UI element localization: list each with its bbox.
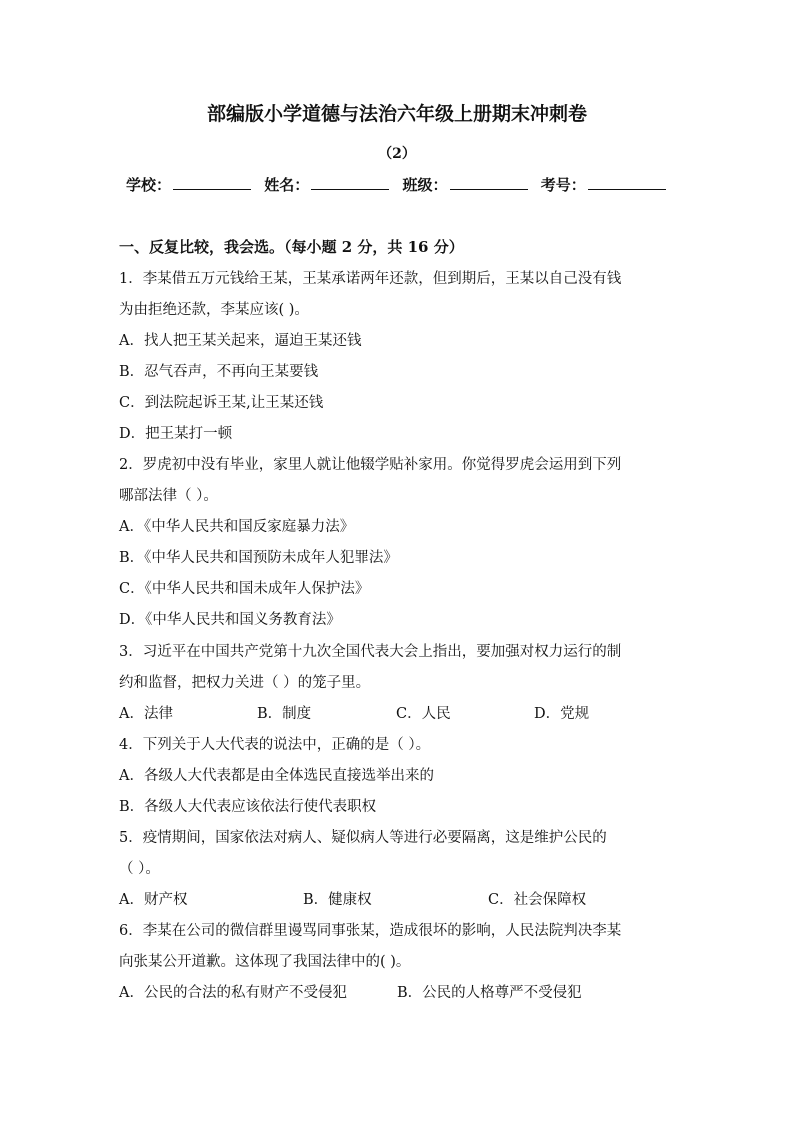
q3-stem-line-1: 3．习近平在中国共产党第十九次全国代表大会上指出，要加强对权力运行的制 (119, 644, 622, 660)
exam-number-label: 考号： (540, 176, 586, 194)
section-heading: 一、反复比较，我会选。（每小题 2 分，共 16 分） (119, 238, 464, 256)
exam-number-blank (588, 174, 666, 190)
exam-number-field (541, 172, 666, 198)
student-info-row (126, 172, 686, 198)
q1-option-c: C．到法院起诉王某,让王某还钱 (119, 395, 324, 411)
school-blank (173, 174, 251, 190)
q5-option-c: C．社会保障权 (488, 892, 587, 908)
q1-stem-line-2: 为由拒绝还款，李某应该( )。 (119, 302, 309, 318)
q1-stem-line-1: 1．李某借五万元钱给王某，王某承诺两年还款，但到期后，王某以自己没有钱 (119, 271, 622, 287)
q3-option-d: D．党规 (534, 706, 590, 722)
name-field (264, 172, 389, 198)
q6-stem-line-1: 6．李某在公司的微信群里谩骂同事张某，造成很坏的影响，人民法院判决李某 (119, 923, 622, 939)
q1-option-a: A．找人把王某关起来，逼迫王某还钱 (119, 333, 362, 349)
q2-option-b: B．《中华人民共和国预防未成年人犯罪法》 (119, 550, 398, 566)
exam-title: 部编版小学道德与法治六年级上册期末冲刺卷 (206, 103, 587, 125)
q6-stem-line-2: 向张某公开道歉。这体现了我国法律中的( )。 (119, 954, 411, 970)
school-label: 学校： (126, 176, 172, 194)
class-field (403, 172, 528, 198)
q5-option-b: B．健康权 (303, 892, 372, 908)
q3-option-c: C．人民 (396, 706, 451, 722)
name-label: 姓名： (264, 176, 310, 194)
q1-option-b: B．忍气吞声，不再向王某要钱 (119, 364, 319, 380)
q2-option-d: D．《中华人民共和国义务教育法》 (119, 612, 341, 628)
q2-option-a: A．《中华人民共和国反家庭暴力法》 (119, 519, 355, 535)
school-field (126, 172, 251, 198)
q2-stem-line-2: 哪部法律（ ）。 (119, 488, 218, 504)
class-label: 班级： (402, 176, 448, 194)
q5-stem-line-1: 5．疫情期间，国家依法对病人、疑似病人等进行必要隔离，这是维护公民的 (119, 830, 607, 846)
name-blank (311, 174, 389, 190)
q2-option-c: C．《中华人民共和国未成年人保护法》 (119, 581, 370, 597)
q5-stem-line-2: （ ）。 (119, 861, 160, 877)
exam-subtitle: （2） (378, 146, 416, 162)
q4-stem-line-1: 4．下列关于人大代表的说法中，正确的是（ ）。 (119, 737, 431, 753)
q5-option-a: A．财产权 (119, 892, 188, 908)
q3-option-b: B．制度 (257, 706, 312, 722)
q6-option-b: B．公民的人格尊严不受侵犯 (397, 985, 582, 1001)
q4-option-b: B．各级人大代表应该依法行使代表职权 (119, 799, 377, 815)
q1-option-d: D．把王某打一顿 (119, 426, 233, 442)
q3-option-a: A．法律 (119, 706, 173, 722)
q2-stem-line-1: 2．罗虎初中没有毕业，家里人就让他辍学贴补家用。你觉得罗虎会运用到下列 (119, 457, 622, 473)
q4-option-a: A．各级人大代表都是由全体选民直接选举出来的 (119, 768, 434, 784)
q3-stem-line-2: 约和监督，把权力关进（ ）的笼子里。 (119, 675, 371, 691)
q6-option-a: A．公民的合法的私有财产不受侵犯 (119, 985, 347, 1001)
class-blank (450, 174, 528, 190)
